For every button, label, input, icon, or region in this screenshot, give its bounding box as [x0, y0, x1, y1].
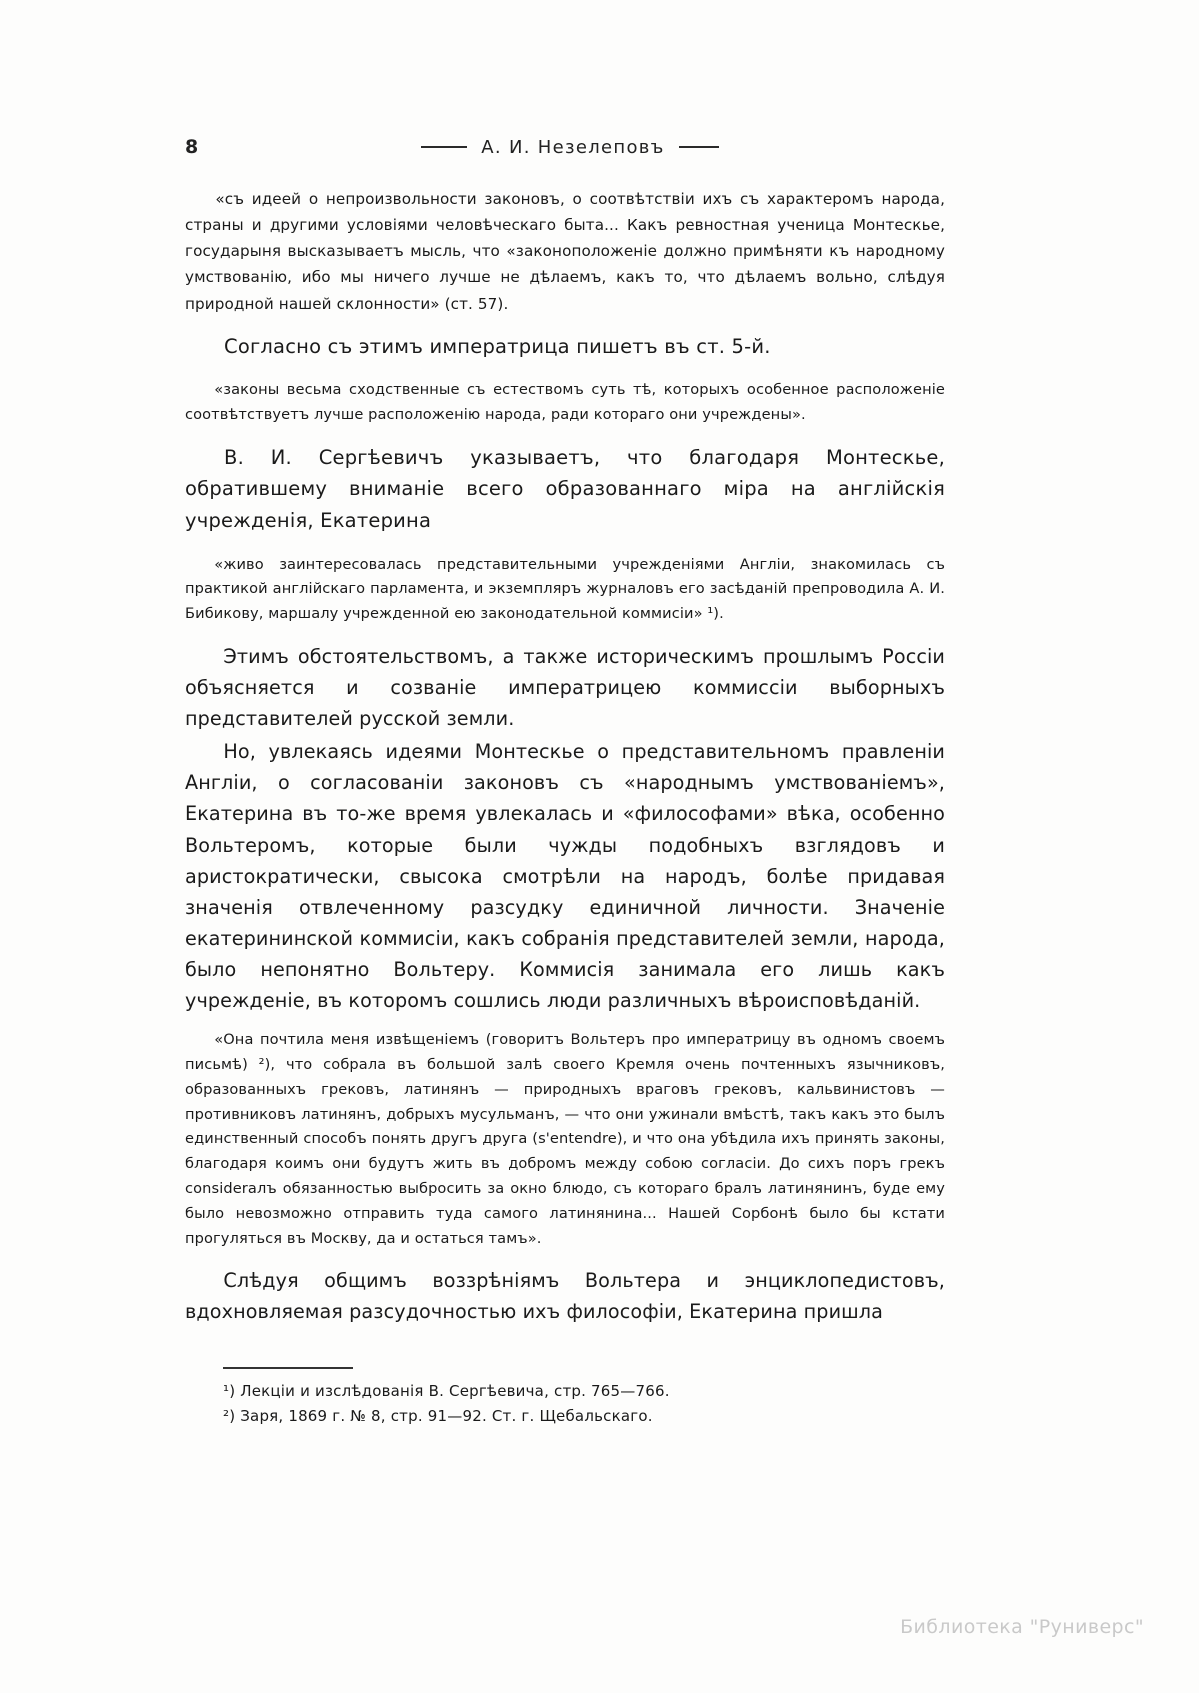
body-paragraph-1: Этимъ обстоятельствомъ, а также историческимъ прошлымъ Россіи объясняется и созваніе императрицею коммиссіи выборныхъ представителей русской земли.: [185, 645, 945, 731]
quote-paragraph-3: «живо заинтересовалась представительными учрежденіями Англіи, знакомилась съ практикой англійскаго парламента, и экземпляръ журналовъ его засѣданій препроводила А. И. Бибикову, маршалу учрежденной ею законодательной коммисіи» ¹).: [185, 555, 945, 623]
quote-paragraph-2: «законы весьма сходственные съ естествомъ суть тѣ, которыхъ особенное расположеніе соотвѣтствуетъ лучше расположенію народа, ради которaго они учреждены».: [185, 381, 945, 424]
page-content: [185, 130, 945, 1429]
lead-paragraph-1: Согласно съ этимъ императрица пишетъ въ ст. 5-й.: [224, 334, 771, 358]
footnote-item: ²) Заря, 1869 г. № 8, стр. 91—92. Ст. г. Щебальскаго.: [223, 1407, 653, 1426]
body-paragraph-3: Слѣдуя общимъ воззрѣніямъ Вольтера и энциклопедистовъ, вдохновляемая разсудочностью ихъ философіи, Екатерина пришла: [185, 1269, 945, 1324]
running-head-text: А. И. Незелеповъ: [481, 136, 665, 158]
rule-right-icon: [679, 146, 719, 148]
library-watermark: Библиотека "Руниверс": [900, 1616, 1144, 1638]
quote-paragraph-4: «Она почтила меня извѣщеніемъ (говоритъ Вольтеръ про императрицу въ одномъ своемъ письмѣ) ²), что собрала въ большой залѣ своего Кремля очень почтенныхъ язычниковъ, образованныхъ грековъ, латинянъ — природныхъ враговъ грековъ, кальвинистовъ — противниковъ латинянъ, добрыхъ мусульманъ, — что они ужинали вмѣстѣ, такъ какъ это былъ единственный способъ понять другъ друга (s'entendre), и что она убѣдила ихъ принять законы, благодаря коимъ они будутъ жить въ добромъ между собою согласіи. До сихъ поръ грекъ considerалъ обязанностью выбросить за окно блюдо, съ которaго бралъ латинянинъ, буде ему было невозможно отправить туда самого латинянина... Нашей Сорбонѣ было бы кстати прогуляться въ Москву, да и остаться тамъ».: [185, 1031, 945, 1247]
rule-left-icon: [421, 146, 467, 148]
footnote-item: ¹) Лекціи и изслѣдованія В. Сергѣевича, стр. 765—766.: [223, 1382, 670, 1401]
page-header: [185, 130, 945, 164]
body-paragraph-2: Но, увлекаясь идеями Монтескье о представительномъ правленіи Англіи, о согласованіи законовъ съ «народнымъ умствованіемъ», Екатерина въ то-же время увлекалась и «философами» вѣка, особенно Вольтеромъ, которые были чужды подобныхъ взглядовъ и аристократически, свысока смотрѣли на народъ, болѣе придавая значенія отвлеченному разсудку единичной личности. Значеніе екатерининской коммисіи, какъ собранія представителей земли, народа, было непонятно Вольтеру. Коммисія занимала его лишь какъ учрежденіе, въ которомъ сошлись люди различныхъ вѣроисповѣданій.: [185, 740, 945, 1013]
footnote-list: [185, 1379, 945, 1429]
footnote-separator: [223, 1367, 353, 1369]
page-number: 8: [185, 136, 199, 158]
running-head: [245, 137, 945, 158]
lead-paragraph-2: В. И. Сергѣевичъ указываетъ, что благодаря Монтескье, обратившему вниманіе всего образованнаго міра на англійскія учрежденія, Екатерина: [185, 445, 945, 533]
quote-paragraph-1: «съ идеей о непроизвольности законовъ, о соотвѣтствіи ихъ съ характеромъ народа, страны и другими условіями человѣческаго быта... Какъ ревностная ученица Монтескье, государыня высказываетъ мысль, что «законоположеніе должно примѣняти къ народному умствованію, ибо мы ничего лучше не дѣлаемъ, какъ то, что дѣлаемъ вольно, слѣдуя природной нашей склонности» (ст. 57).: [185, 190, 945, 313]
